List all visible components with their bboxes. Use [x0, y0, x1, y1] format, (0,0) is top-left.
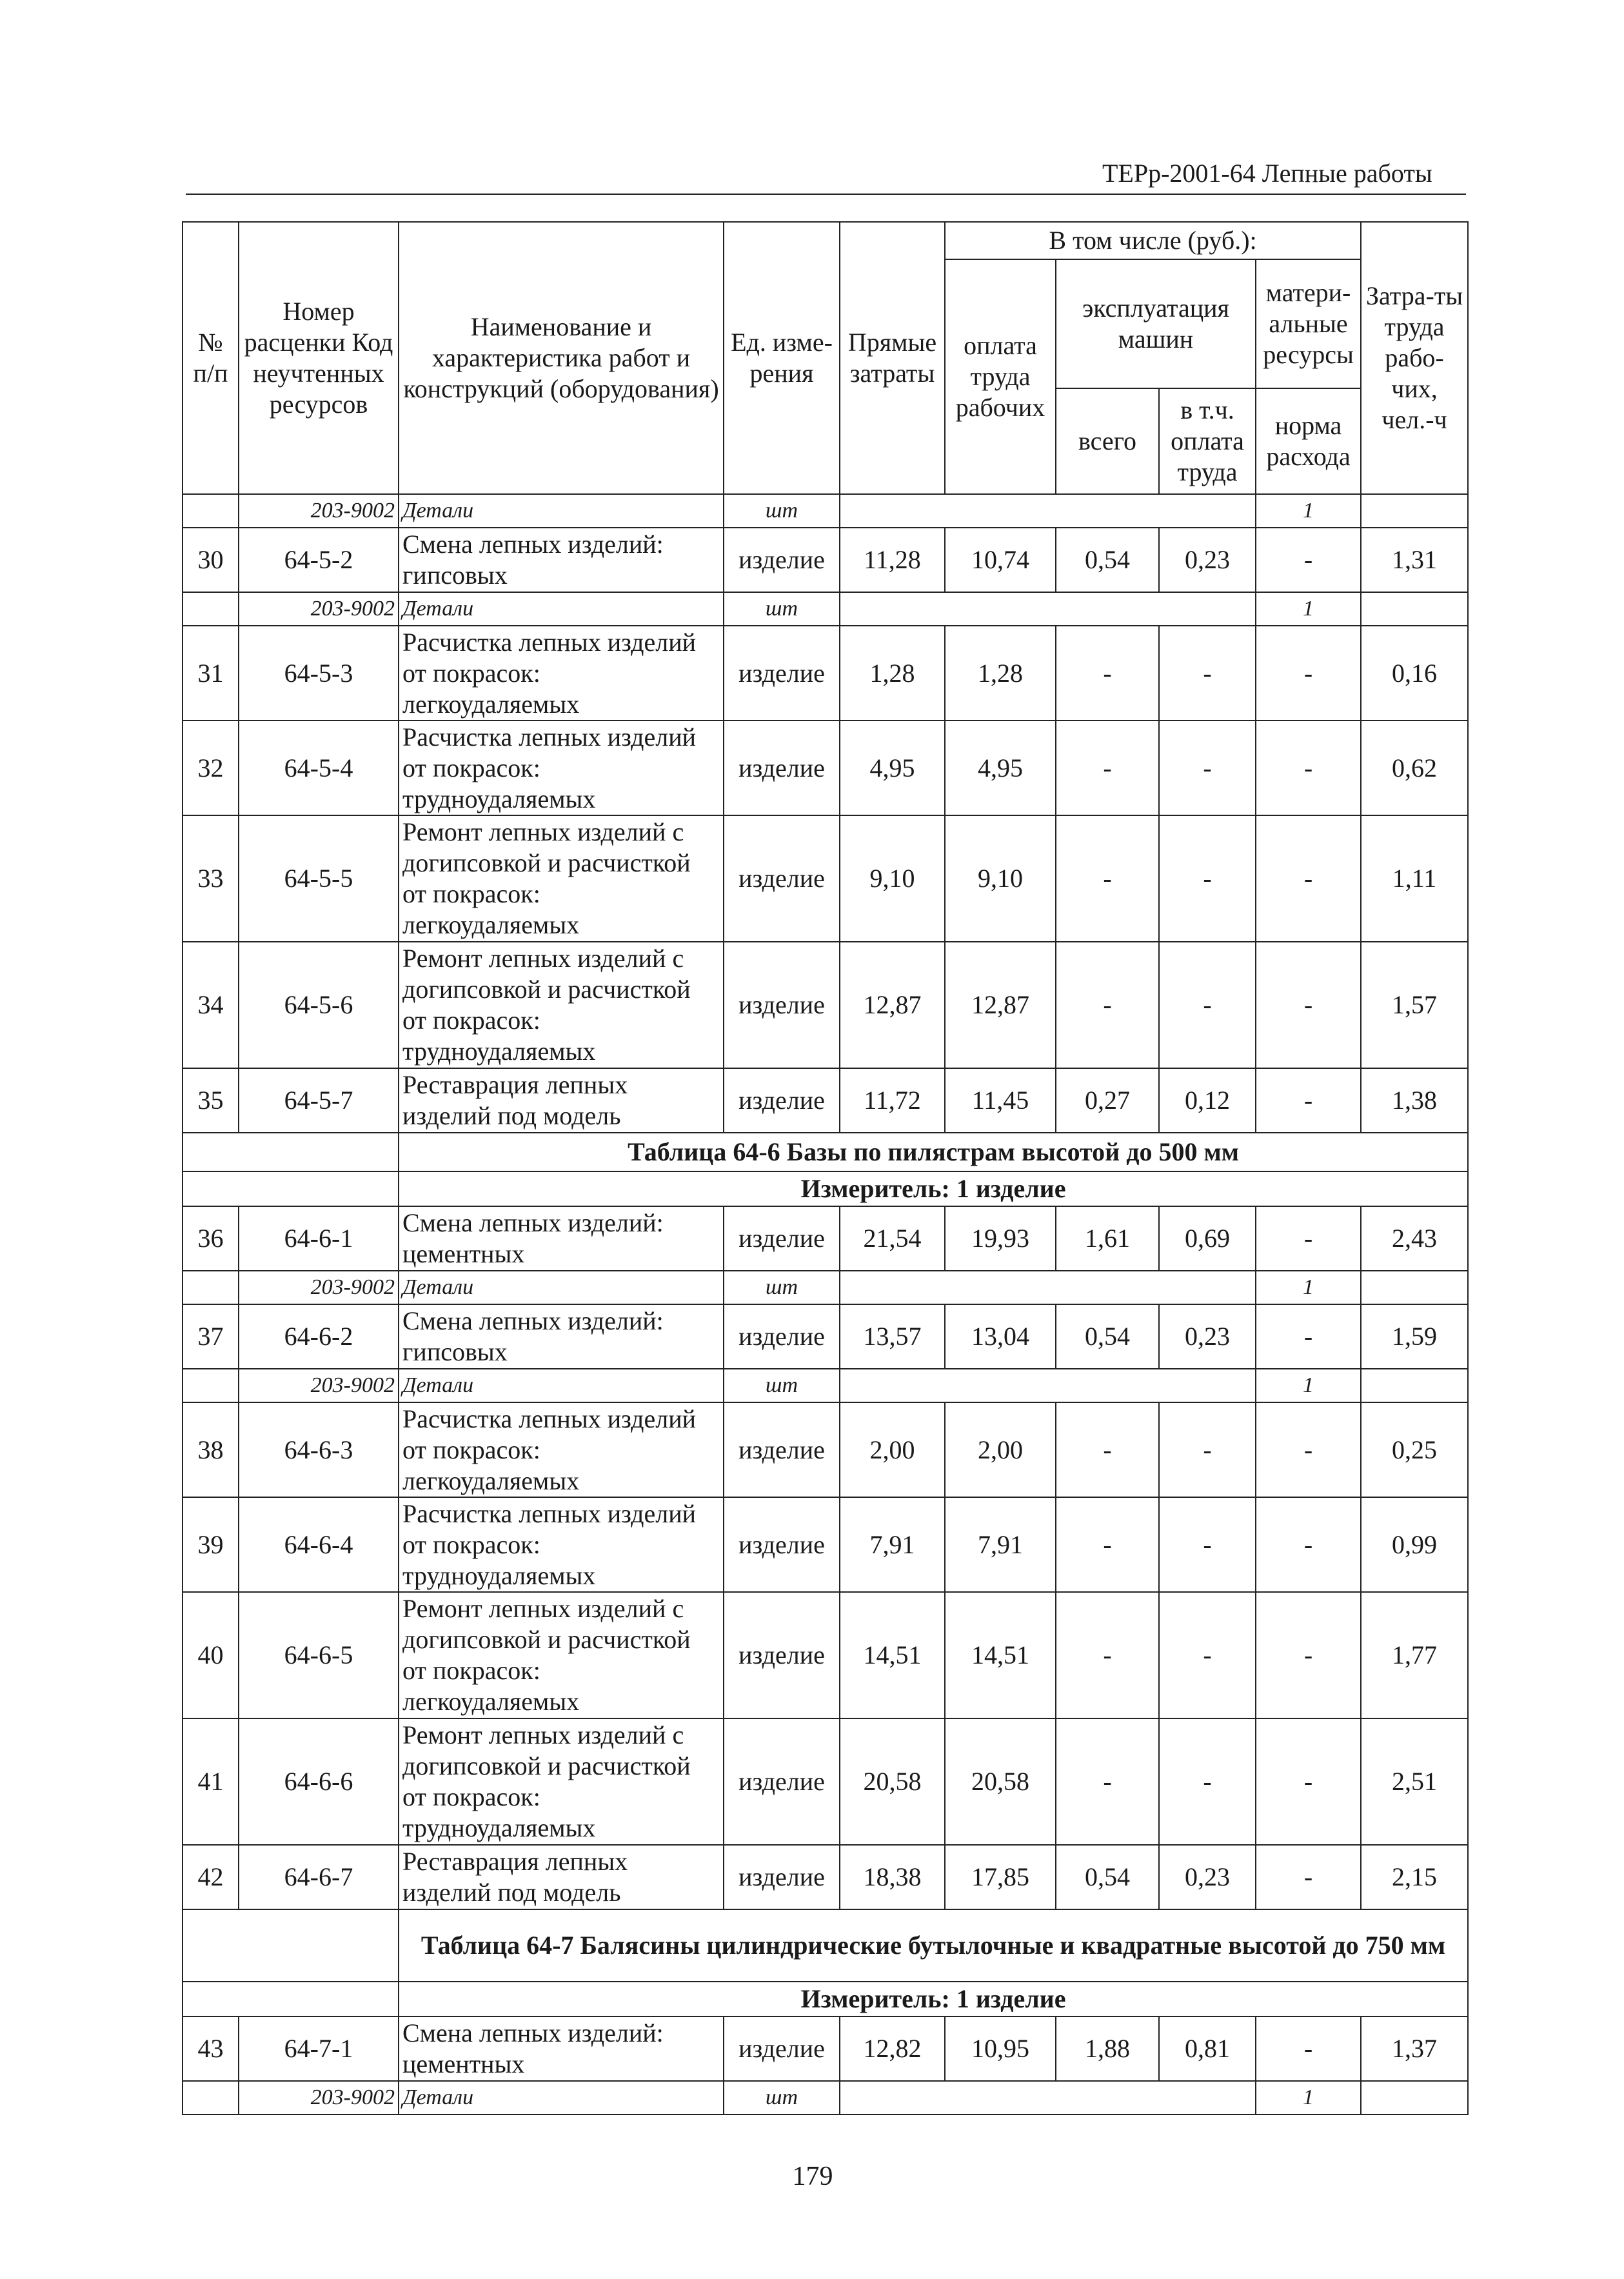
machines-total: 0,54 — [1056, 1304, 1159, 1369]
material-row — [183, 2081, 1468, 2115]
machines-total: 0,27 — [1056, 1068, 1159, 1133]
empty-cell — [183, 2081, 239, 2115]
item-row — [183, 1845, 1468, 1909]
machines-total: - — [1056, 942, 1159, 1068]
materials-norm: - — [1256, 1068, 1361, 1133]
unit: изделие — [724, 1304, 840, 1369]
empty-cell — [183, 1271, 239, 1304]
section-row — [183, 1909, 1468, 1982]
materials-norm: - — [1256, 528, 1361, 592]
row-number: 30 — [183, 528, 239, 592]
direct-cost: 1,28 — [840, 626, 945, 721]
empty-cell — [1361, 592, 1468, 626]
rate-code: 64-5-3 — [239, 626, 399, 721]
work-name: Реставрация лепных изделий под модель — [399, 1068, 724, 1133]
materials-norm: - — [1256, 1497, 1361, 1592]
materials-norm: - — [1256, 626, 1361, 721]
labor-cost: 1,57 — [1361, 942, 1468, 1068]
empty-cell — [840, 1271, 1256, 1304]
materials-norm: - — [1256, 2016, 1361, 2081]
resource-name: Детали — [399, 1369, 724, 1402]
work-name: Смена лепных изделий: гипсовых — [399, 1304, 724, 1369]
resource-unit: шт — [724, 1271, 840, 1304]
rate-code: 64-5-6 — [239, 942, 399, 1068]
empty-cell — [183, 494, 239, 528]
direct-cost: 14,51 — [840, 1592, 945, 1718]
labor-cost: 0,25 — [1361, 1402, 1468, 1497]
labor-pay: 11,45 — [945, 1068, 1056, 1133]
labor-cost: 0,99 — [1361, 1497, 1468, 1592]
unit: изделие — [724, 626, 840, 721]
work-name: Ремонт лепных изделий с догипсовкой и расчисткой от покрасок: легкоудаляемых — [399, 1592, 724, 1718]
empty-cell — [1361, 1271, 1468, 1304]
work-name: Смена лепных изделий: гипсовых — [399, 528, 724, 592]
resource-norm: 1 — [1256, 592, 1361, 626]
machines-total: - — [1056, 626, 1159, 721]
resource-norm: 1 — [1256, 1369, 1361, 1402]
labor-cost: 1,11 — [1361, 815, 1468, 942]
labor-cost: 1,59 — [1361, 1304, 1468, 1369]
unit: изделие — [724, 2016, 840, 2081]
col-header-machines-labor: в т.ч. оплата труда — [1159, 388, 1256, 494]
col-header-materials: матери-альные ресурсы — [1256, 259, 1361, 388]
machines-labor-pay: - — [1159, 942, 1256, 1068]
work-name: Смена лепных изделий: цементных — [399, 1206, 724, 1271]
rate-code: 64-7-1 — [239, 2016, 399, 2081]
col-header-direct: Прямые затраты — [840, 222, 945, 494]
unit: изделие — [724, 1592, 840, 1718]
col-header-code: Номер расценки Код неучтенных ресурсов — [239, 222, 399, 494]
labor-cost: 0,62 — [1361, 721, 1468, 815]
item-row — [183, 1206, 1468, 1271]
rate-code: 64-6-1 — [239, 1206, 399, 1271]
labor-pay: 19,93 — [945, 1206, 1056, 1271]
row-number: 38 — [183, 1402, 239, 1497]
material-row — [183, 1369, 1468, 1402]
materials-norm: - — [1256, 1402, 1361, 1497]
rates-table — [182, 221, 1469, 2115]
machines-labor-pay: - — [1159, 626, 1256, 721]
rate-code: 64-5-7 — [239, 1068, 399, 1133]
machines-total: - — [1056, 815, 1159, 942]
row-number: 36 — [183, 1206, 239, 1271]
rate-code: 64-6-7 — [239, 1845, 399, 1909]
row-number: 42 — [183, 1845, 239, 1909]
machines-total: - — [1056, 1402, 1159, 1497]
empty-cell — [1361, 2081, 1468, 2115]
section-title: Таблица 64-7 Балясины цилиндрические бутылочные и квадратные высотой до 750 мм — [399, 1909, 1468, 1982]
empty-cell — [183, 1133, 399, 1171]
item-row — [183, 942, 1468, 1068]
machines-total: 0,54 — [1056, 1845, 1159, 1909]
unit: изделие — [724, 1497, 840, 1592]
direct-cost: 2,00 — [840, 1402, 945, 1497]
empty-cell — [183, 1171, 399, 1206]
machines-labor-pay: 0,23 — [1159, 1304, 1256, 1369]
work-name: Ремонт лепных изделий с догипсовкой и расчисткой от покрасок: трудноудаляемых — [399, 1718, 724, 1845]
machines-labor-pay: 0,81 — [1159, 2016, 1256, 2081]
machines-labor-pay: - — [1159, 1497, 1256, 1592]
material-row — [183, 494, 1468, 528]
machines-labor-pay: 0,23 — [1159, 1845, 1256, 1909]
row-number: 35 — [183, 1068, 239, 1133]
machines-labor-pay: - — [1159, 1592, 1256, 1718]
section-title: Таблица 64-6 Базы по пилястрам высотой до 500 мм — [399, 1133, 1468, 1171]
empty-cell — [183, 1909, 399, 1982]
empty-cell — [1361, 1369, 1468, 1402]
machines-total: 1,61 — [1056, 1206, 1159, 1271]
work-name: Реставрация лепных изделий под модель — [399, 1845, 724, 1909]
materials-norm: - — [1256, 1206, 1361, 1271]
labor-cost: 1,77 — [1361, 1592, 1468, 1718]
item-row — [183, 1497, 1468, 1592]
direct-cost: 9,10 — [840, 815, 945, 942]
work-name: Расчистка лепных изделий от покрасок: трудноудаляемых — [399, 1497, 724, 1592]
rate-code: 64-6-6 — [239, 1718, 399, 1845]
labor-pay: 14,51 — [945, 1592, 1056, 1718]
item-row — [183, 721, 1468, 815]
labor-cost: 0,16 — [1361, 626, 1468, 721]
machines-labor-pay: 0,23 — [1159, 528, 1256, 592]
item-row — [183, 1592, 1468, 1718]
row-number: 41 — [183, 1718, 239, 1845]
resource-name: Детали — [399, 494, 724, 528]
unit: изделие — [724, 721, 840, 815]
unit: изделие — [724, 1068, 840, 1133]
direct-cost: 13,57 — [840, 1304, 945, 1369]
row-number: 31 — [183, 626, 239, 721]
labor-pay: 17,85 — [945, 1845, 1056, 1909]
resource-norm: 1 — [1256, 2081, 1361, 2115]
empty-cell — [840, 2081, 1256, 2115]
labor-cost: 2,43 — [1361, 1206, 1468, 1271]
machines-total: 1,88 — [1056, 2016, 1159, 2081]
empty-cell — [1361, 494, 1468, 528]
labor-pay: 2,00 — [945, 1402, 1056, 1497]
labor-pay: 10,95 — [945, 2016, 1056, 2081]
running-header: ТЕРр-2001-64 Лепные работы — [1102, 159, 1432, 188]
labor-cost: 2,51 — [1361, 1718, 1468, 1845]
resource-unit: шт — [724, 2081, 840, 2115]
unit: изделие — [724, 942, 840, 1068]
resource-norm: 1 — [1256, 1271, 1361, 1304]
col-header-labor-pay: оплата труда рабочих — [945, 259, 1056, 494]
work-name: Ремонт лепных изделий с догипсовкой и расчисткой от покрасок: трудноудаляемых — [399, 942, 724, 1068]
unit: изделие — [724, 1718, 840, 1845]
row-number: 39 — [183, 1497, 239, 1592]
rate-code: 64-6-2 — [239, 1304, 399, 1369]
rate-code: 64-6-4 — [239, 1497, 399, 1592]
labor-pay: 4,95 — [945, 721, 1056, 815]
measure-row — [183, 1982, 1468, 2016]
resource-norm: 1 — [1256, 494, 1361, 528]
labor-cost: 1,31 — [1361, 528, 1468, 592]
machines-total: - — [1056, 1718, 1159, 1845]
labor-cost: 1,38 — [1361, 1068, 1468, 1133]
unit: изделие — [724, 1845, 840, 1909]
col-header-machines: эксплуатация машин — [1056, 259, 1256, 388]
row-number: 34 — [183, 942, 239, 1068]
rate-code: 64-5-2 — [239, 528, 399, 592]
item-row — [183, 1304, 1468, 1369]
direct-cost: 21,54 — [840, 1206, 945, 1271]
col-header-materials-norm: норма расхода — [1256, 388, 1361, 494]
measure-unit: Измеритель: 1 изделие — [399, 1171, 1468, 1206]
resource-code: 203-9002 — [239, 494, 399, 528]
empty-cell — [183, 1982, 399, 2016]
materials-norm: - — [1256, 1718, 1361, 1845]
resource-name: Детали — [399, 1271, 724, 1304]
resource-unit: шт — [724, 592, 840, 626]
col-header-unit: Ед. изме-рения — [724, 222, 840, 494]
col-header-name: Наименование и характеристика работ и конструкций (оборудования) — [399, 222, 724, 494]
unit: изделие — [724, 1402, 840, 1497]
row-number: 32 — [183, 721, 239, 815]
item-row — [183, 1068, 1468, 1133]
resource-name: Детали — [399, 2081, 724, 2115]
labor-pay: 7,91 — [945, 1497, 1056, 1592]
machines-labor-pay: - — [1159, 721, 1256, 815]
empty-cell — [840, 494, 1256, 528]
machines-total: - — [1056, 1497, 1159, 1592]
labor-cost: 1,37 — [1361, 2016, 1468, 2081]
materials-norm: - — [1256, 942, 1361, 1068]
col-header-labor-cost: Затра-ты труда рабо-чих, чел.-ч — [1361, 222, 1468, 494]
item-row — [183, 1718, 1468, 1845]
direct-cost: 7,91 — [840, 1497, 945, 1592]
work-name: Смена лепных изделий: цементных — [399, 2016, 724, 2081]
rate-code: 64-6-3 — [239, 1402, 399, 1497]
item-row — [183, 528, 1468, 592]
material-row — [183, 592, 1468, 626]
item-row — [183, 2016, 1468, 2081]
measure-row — [183, 1171, 1468, 1206]
col-header-machines-total: всего — [1056, 388, 1159, 494]
resource-code: 203-9002 — [239, 592, 399, 626]
unit: изделие — [724, 528, 840, 592]
labor-pay: 12,87 — [945, 942, 1056, 1068]
direct-cost: 11,28 — [840, 528, 945, 592]
machines-total: - — [1056, 1592, 1159, 1718]
row-number: 33 — [183, 815, 239, 942]
labor-pay: 13,04 — [945, 1304, 1056, 1369]
machines-total: 0,54 — [1056, 528, 1159, 592]
materials-norm: - — [1256, 815, 1361, 942]
empty-cell — [840, 592, 1256, 626]
material-row — [183, 1271, 1468, 1304]
rate-code: 64-5-5 — [239, 815, 399, 942]
labor-pay: 10,74 — [945, 528, 1056, 592]
col-header-num: № п/п — [183, 222, 239, 494]
labor-cost: 2,15 — [1361, 1845, 1468, 1909]
row-number: 40 — [183, 1592, 239, 1718]
machines-labor-pay: - — [1159, 1402, 1256, 1497]
col-header-group: В том числе (руб.): — [945, 222, 1361, 259]
unit: изделие — [724, 1206, 840, 1271]
machines-labor-pay: 0,12 — [1159, 1068, 1256, 1133]
empty-cell — [840, 1369, 1256, 1402]
item-row — [183, 1402, 1468, 1497]
materials-norm: - — [1256, 1845, 1361, 1909]
resource-code: 203-9002 — [239, 1369, 399, 1402]
resource-unit: шт — [724, 1369, 840, 1402]
materials-norm: - — [1256, 1304, 1361, 1369]
materials-norm: - — [1256, 721, 1361, 815]
direct-cost: 20,58 — [840, 1718, 945, 1845]
item-row — [183, 815, 1468, 942]
header-rule — [186, 194, 1466, 195]
rate-code: 64-6-5 — [239, 1592, 399, 1718]
direct-cost: 11,72 — [840, 1068, 945, 1133]
machines-labor-pay: - — [1159, 815, 1256, 942]
direct-cost: 12,87 — [840, 942, 945, 1068]
rate-code: 64-5-4 — [239, 721, 399, 815]
direct-cost: 12,82 — [840, 2016, 945, 2081]
work-name: Расчистка лепных изделий от покрасок: трудноудаляемых — [399, 721, 724, 815]
empty-cell — [183, 1369, 239, 1402]
work-name: Расчистка лепных изделий от покрасок: легкоудаляемых — [399, 626, 724, 721]
labor-pay: 1,28 — [945, 626, 1056, 721]
resource-code: 203-9002 — [239, 2081, 399, 2115]
work-name: Расчистка лепных изделий от покрасок: легкоудаляемых — [399, 1402, 724, 1497]
measure-unit: Измеритель: 1 изделие — [399, 1982, 1468, 2016]
section-row — [183, 1133, 1468, 1171]
work-name: Ремонт лепных изделий с догипсовкой и расчисткой от покрасок: легкоудаляемых — [399, 815, 724, 942]
resource-unit: шт — [724, 494, 840, 528]
page-number: 179 — [792, 2162, 833, 2191]
machines-total: - — [1056, 721, 1159, 815]
labor-pay: 20,58 — [945, 1718, 1056, 1845]
materials-norm: - — [1256, 1592, 1361, 1718]
direct-cost: 4,95 — [840, 721, 945, 815]
labor-pay: 9,10 — [945, 815, 1056, 942]
unit: изделие — [724, 815, 840, 942]
resource-code: 203-9002 — [239, 1271, 399, 1304]
row-number: 37 — [183, 1304, 239, 1369]
direct-cost: 18,38 — [840, 1845, 945, 1909]
item-row — [183, 626, 1468, 721]
resource-name: Детали — [399, 592, 724, 626]
row-number: 43 — [183, 2016, 239, 2081]
empty-cell — [183, 592, 239, 626]
machines-labor-pay: 0,69 — [1159, 1206, 1256, 1271]
machines-labor-pay: - — [1159, 1718, 1256, 1845]
